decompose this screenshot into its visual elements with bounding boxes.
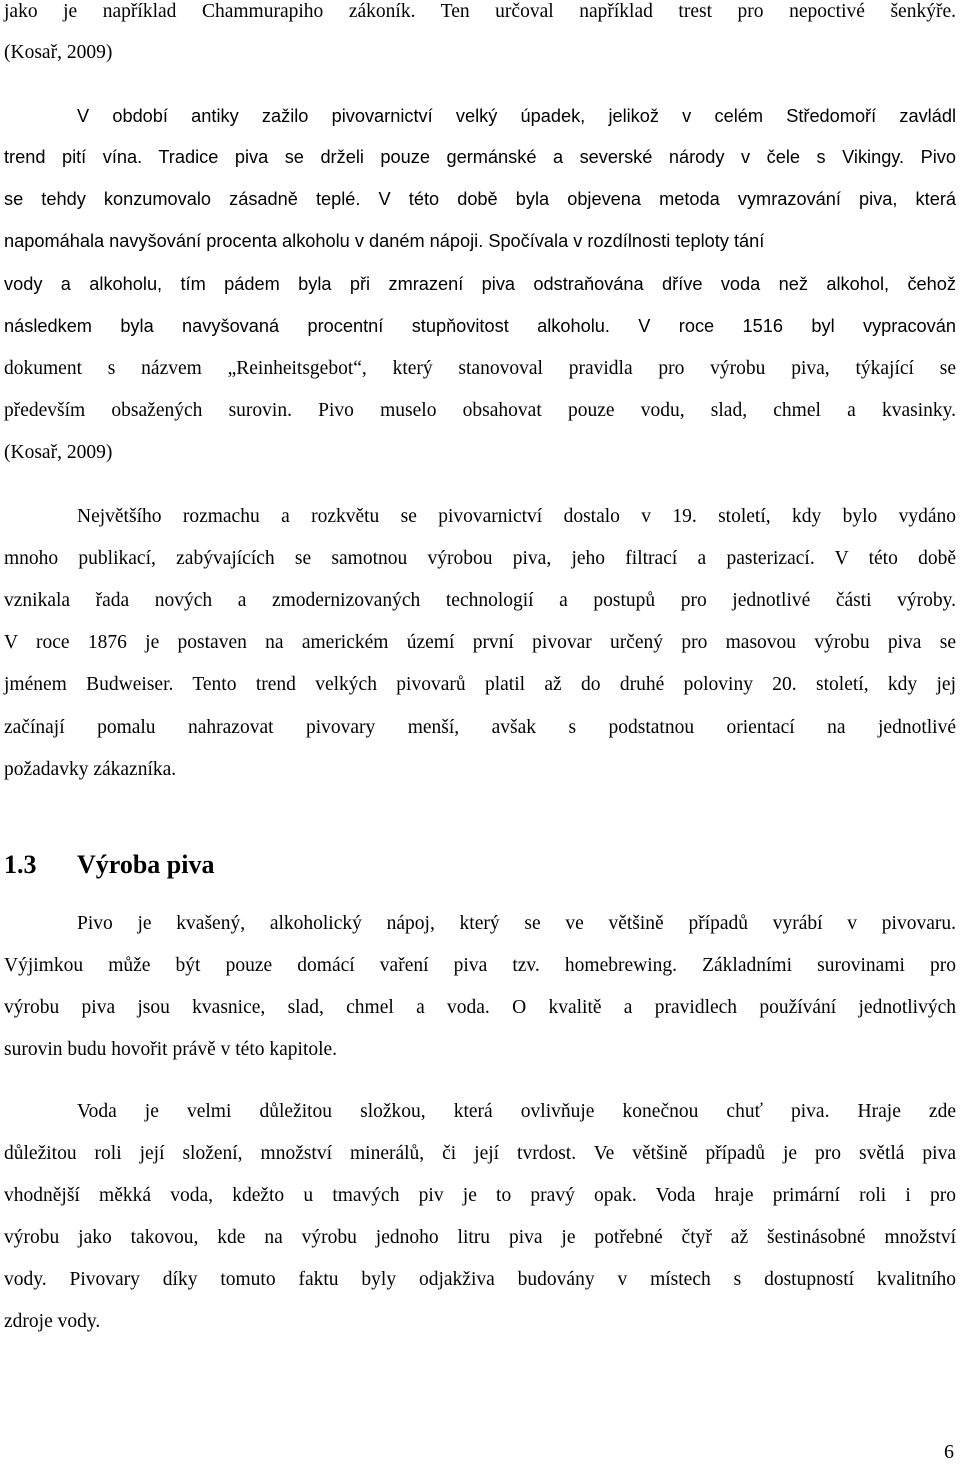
paragraph-3-line: požadavky zákazníka. [4, 759, 177, 780]
paragraph-3-line: vznikala řada nových a zmodernizovaných technologií a postupů pro jednotlivé části výroby. [4, 590, 956, 611]
paragraph-2-line: V období antiky zažilo pivovarnictví velký úpadek, jelikož v celém Středomoří zavládl [77, 106, 956, 126]
paragraph-1-line: jako je například Chammurapiho zákoník. Ten určoval například trest pro nepoctivé šenkýře. [4, 1, 956, 22]
paragraph-5-line: vody. Pivovary díky tomuto faktu byly odjakživa budovány v místech s dostupností kvalitního [4, 1269, 956, 1290]
paragraph-2-line: trend pití vína. Tradice piva se drželi pouze germánské a severské národy v čele s Vikingy. Pivo [4, 147, 956, 167]
paragraph-3-line: začínají pomalu nahrazovat pivovary menší, avšak s podstatnou orientací na jednotlivé [4, 717, 956, 738]
section-number: 1.3 [4, 850, 37, 879]
paragraph-2-line: napomáhala navyšování procenta alkoholu v daném nápoji. Spočívala v rozdílnosti teploty tání [4, 231, 765, 251]
paragraph-2-line: vody a alkoholu, tím pádem byla při zmrazení piva odstraňována dříve voda než alkohol, čehož [4, 274, 956, 294]
paragraph-4-line: Pivo je kvašený, alkoholický nápoj, který se ve většině případů vyrábí v pivovaru. [77, 913, 956, 934]
paragraph-1-line: (Kosař, 2009) [4, 42, 113, 63]
paragraph-3-line: V roce 1876 je postaven na americkém území první pivovar určený pro masovou výrobu piva se [4, 632, 956, 653]
page-number: 6 [944, 1441, 954, 1463]
paragraph-3-line: Největšího rozmachu a rozkvětu se pivovarnictví dostalo v 19. století, kdy bylo vydáno [77, 506, 956, 527]
paragraph-3-line: jménem Budweiser. Tento trend velkých pivovarů platil až do druhé poloviny 20. století, kdy jej [4, 674, 956, 695]
paragraph-2-line: následkem byla navyšovaná procentní stupňovitost alkoholu. V roce 1516 byl vypracován [4, 316, 956, 336]
paragraph-5-line: výrobu jako takovou, kde na výrobu jednoho litru piva je potřebné čtyř až šestinásobné množství [4, 1227, 956, 1248]
paragraph-2-line: dokument s názvem „Reinheitsgebot“, který stanovoval pravidla pro výrobu piva, týkající se [4, 358, 956, 379]
paragraph-5-line: Voda je velmi důležitou složkou, která ovlivňuje konečnou chuť piva. Hraje zde [77, 1101, 956, 1122]
paragraph-4-line: Výjimkou může být pouze domácí vaření piva tzv. homebrewing. Základními surovinami pro [4, 955, 956, 976]
section-heading [4, 849, 215, 881]
paragraph-5-line: důležitou roli její složení, množství minerálů, či její tvrdost. Ve většině případů je pro světlá piva [4, 1143, 956, 1164]
section-title: Výroba piva [77, 850, 215, 879]
paragraph-4-line: surovin budu hovořit právě v této kapitole. [4, 1039, 338, 1060]
paragraph-2-line: se tehdy konzumovalo zásadně teplé. V této době byla objevena metoda vymrazování piva, která [4, 189, 956, 209]
paragraph-3-line: mnoho publikací, zabývajících se samotnou výrobou piva, jeho filtrací a pasterizací. V této době [4, 548, 956, 569]
paragraph-4-line: výrobu piva jsou kvasnice, slad, chmel a voda. O kvalitě a pravidlech používání jednotlivých [4, 997, 956, 1018]
paragraph-5-line: vhodnější měkká voda, kdežto u tmavých piv je to pravý opak. Voda hraje primární roli i pro [4, 1185, 956, 1206]
paragraph-5-line: zdroje vody. [4, 1311, 101, 1332]
paragraph-2-line: především obsažených surovin. Pivo muselo obsahovat pouze vodu, slad, chmel a kvasinky. [4, 400, 956, 421]
paragraph-2-line: (Kosař, 2009) [4, 442, 113, 463]
